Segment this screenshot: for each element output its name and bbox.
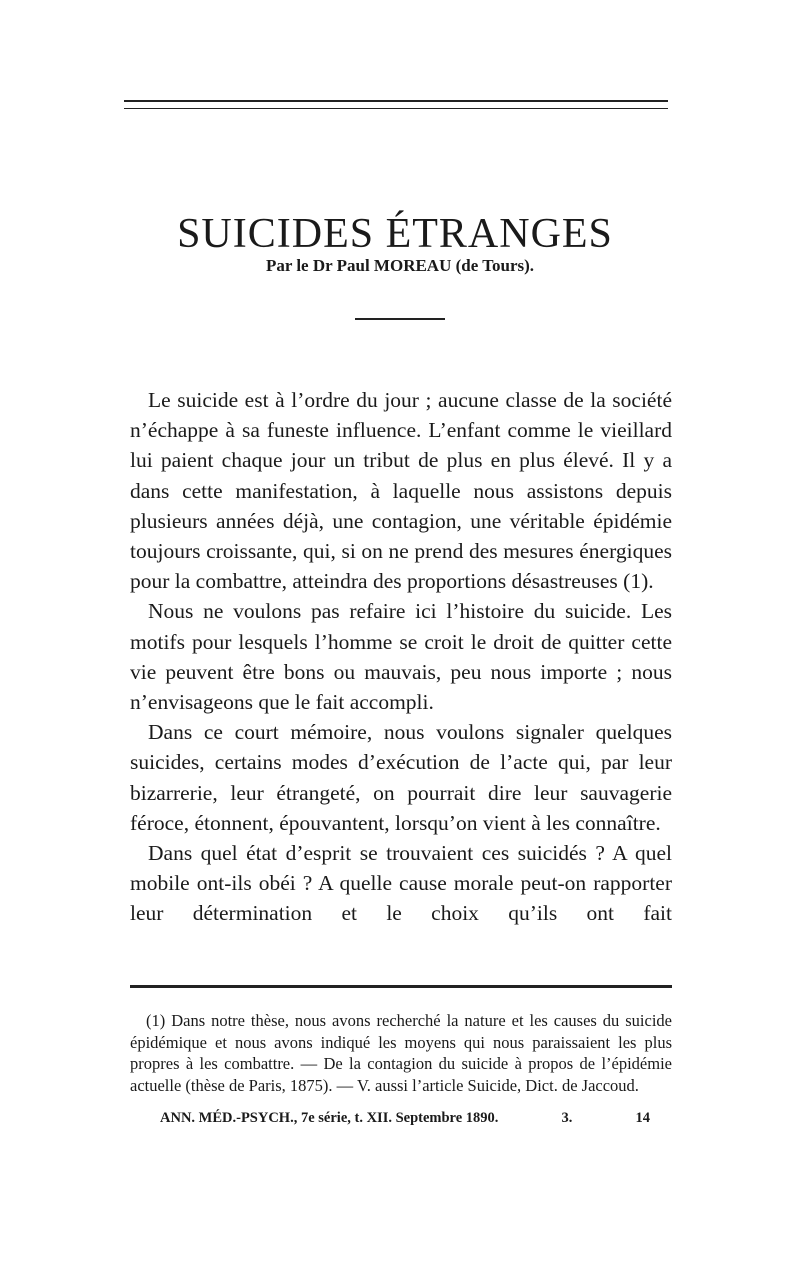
running-footer: [160, 1110, 650, 1127]
header-rule-top: [124, 100, 668, 102]
footnote-text: (1) Dans notre thèse, nous avons recherché la nature et les causes du suicide épidémique et nous avons indiqué les moyens qui nous paraissaient les plus propres à les combattre. — De la contagion du suicide à propos de l’épidémie actuelle (thèse de Paris, 1875). — V. aussi l’article Suicide, Dict. de Jaccoud.: [130, 1011, 672, 1095]
footnote-block: [130, 1010, 672, 1096]
header-rule-bottom: [124, 108, 668, 109]
author-byline: Par le Dr Paul MOREAU (de Tours).: [265, 256, 535, 275]
journal-citation: ANN. MÉD.-PSYCH., 7e série, t. XII. Septembre 1890.: [160, 1110, 499, 1126]
paragraph: Dans quel état d’esprit se trouvaient ces suicidés ? A quel mobile ont-ils obéi ? A quelle cause morale peut-on rapporter leur détermination et le choix qu’ils ont fait: [130, 841, 672, 926]
article-body: [130, 385, 672, 929]
footnote-rule: [130, 985, 672, 988]
sheet-number: 14: [635, 1110, 650, 1126]
signature-mark: 3.: [561, 1110, 573, 1126]
title-separator-rule: [355, 318, 445, 320]
article-title: SUICIDES ÉTRANGES: [177, 211, 613, 258]
paragraph: Le suicide est à l’ordre du jour ; aucune classe de la société n’échappe à sa funeste influence. L’enfant comme le vieillard lui paient chaque jour un tribut de plus en plus élevé. Il y a dans cette manifestation, à laquelle nous assistons depuis plusieurs années déjà, une contagion, une véritable épidémie toujours croissante, qui, si on ne prend des mesures énergiques pour la combattre, atteindra des proportions désastreuses (1).: [130, 388, 672, 594]
paragraph: Nous ne voulons pas refaire ici l’histoire du suicide. Les motifs pour lesquels l’homme se croit le droit de quitter cette vie peuvent être bons ou mauvais, peu nous importe ; nous n’envisageons que le fait accompli.: [130, 599, 672, 715]
paragraph: Dans ce court mémoire, nous voulons signaler quelques suicides, certains modes d’exécution de l’acte qui, par leur bizarrerie, leur étrangeté, on pourrait dire leur sauvagerie féroce, étonnent, épouvantent, lorsqu’on vient à les connaître.: [130, 720, 672, 835]
